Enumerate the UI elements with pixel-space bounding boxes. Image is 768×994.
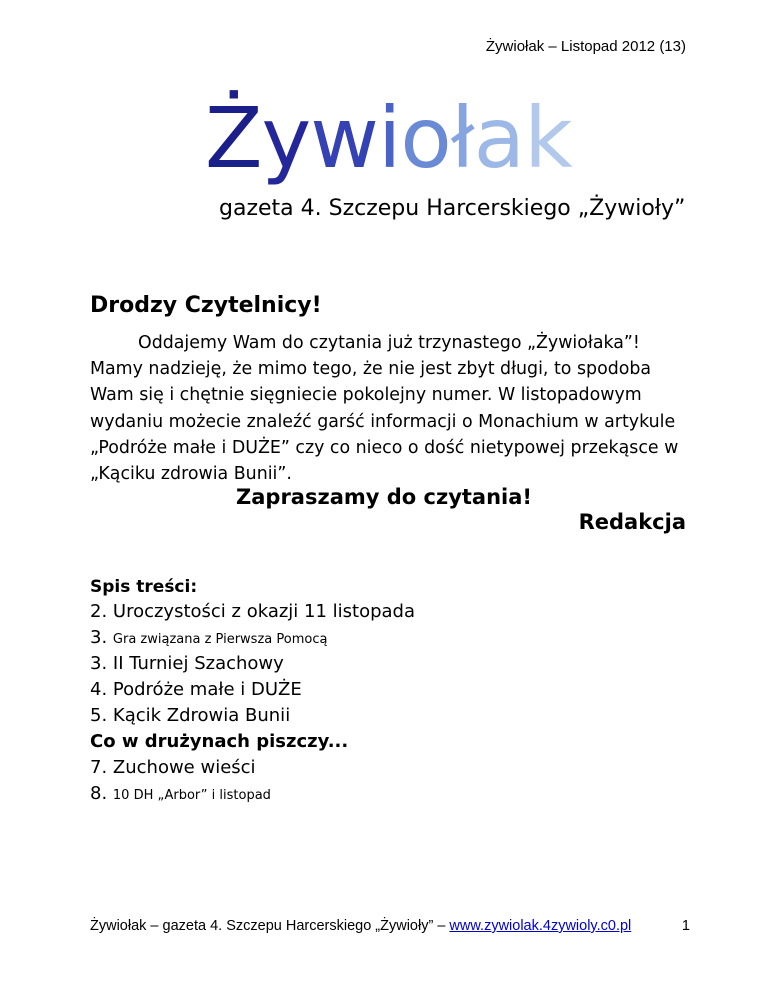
logo-letter: y xyxy=(261,89,311,187)
toc-item xyxy=(90,625,690,651)
toc-item: 3. II Turniej Szachowy xyxy=(90,653,284,674)
intro-paragraph: Oddajemy Wam do czytania już trzynastego „Żywiołaka”! Mamy nadzieję, że mimo tego, że nie jest zbyt długi, to spodoba Wam się i chętnie sięgniecie pokolejny numer. W listopadowym wydaniu możecie znaleźć garść informacji o Monachium w artykule „Podróże małe i DUŻE” czy co nieco o dość nietypowej przekąsce w „Kąciku zdrowia Bunii”. xyxy=(90,333,679,485)
toc-item-text: Gra związana z Pierwsza Pomocą xyxy=(112,632,328,647)
logo-letter: w xyxy=(310,89,378,187)
toc-item: 7. Zuchowe wieści xyxy=(90,757,256,778)
toc-item-number: 3. xyxy=(90,627,113,648)
logo-letter: i xyxy=(377,89,401,187)
toc-item: 5. Kącik Zdrowia Bunii xyxy=(90,705,291,726)
toc-item xyxy=(90,781,690,807)
toc-section-heading: Co w drużynach piszczy... xyxy=(90,731,349,752)
footer xyxy=(90,918,690,934)
logo-letter: a xyxy=(473,89,525,187)
tagline: gazeta 4. Szczepu Harcerskiego „Żywioły” xyxy=(219,196,686,221)
table-of-contents xyxy=(90,575,690,807)
toc-item: 4. Podróże małe i DUŻE xyxy=(90,679,302,700)
logo xyxy=(205,89,572,187)
toc-item: 2. Uroczystości z okazji 11 listopada xyxy=(90,601,416,622)
page-number: 1 xyxy=(681,918,690,934)
issue-header: Żywiołak – Listopad 2012 (13) xyxy=(485,38,686,55)
footer-text: Żywiołak – gazeta 4. Szczepu Harcerskiego „Żywioły” – xyxy=(90,918,450,934)
toc-item-text: 10 DH „Arbor” i listopad xyxy=(112,788,271,803)
call-to-action: Zapraszamy do czytania! xyxy=(236,485,532,509)
signature: Redakcja xyxy=(578,510,686,534)
logo-letter: k xyxy=(524,89,572,187)
footer-website-link[interactable]: www.zywiolak.4zywioly.c0.pl xyxy=(449,918,632,934)
logo-letter: o xyxy=(400,89,451,187)
toc-item-number: 8. xyxy=(90,783,113,804)
greeting-heading: Drodzy Czytelnicy! xyxy=(90,293,322,318)
logo-letter: Ż xyxy=(205,89,262,187)
logo-letter: ł xyxy=(450,89,474,187)
toc-title: Spis treści: xyxy=(90,577,198,597)
